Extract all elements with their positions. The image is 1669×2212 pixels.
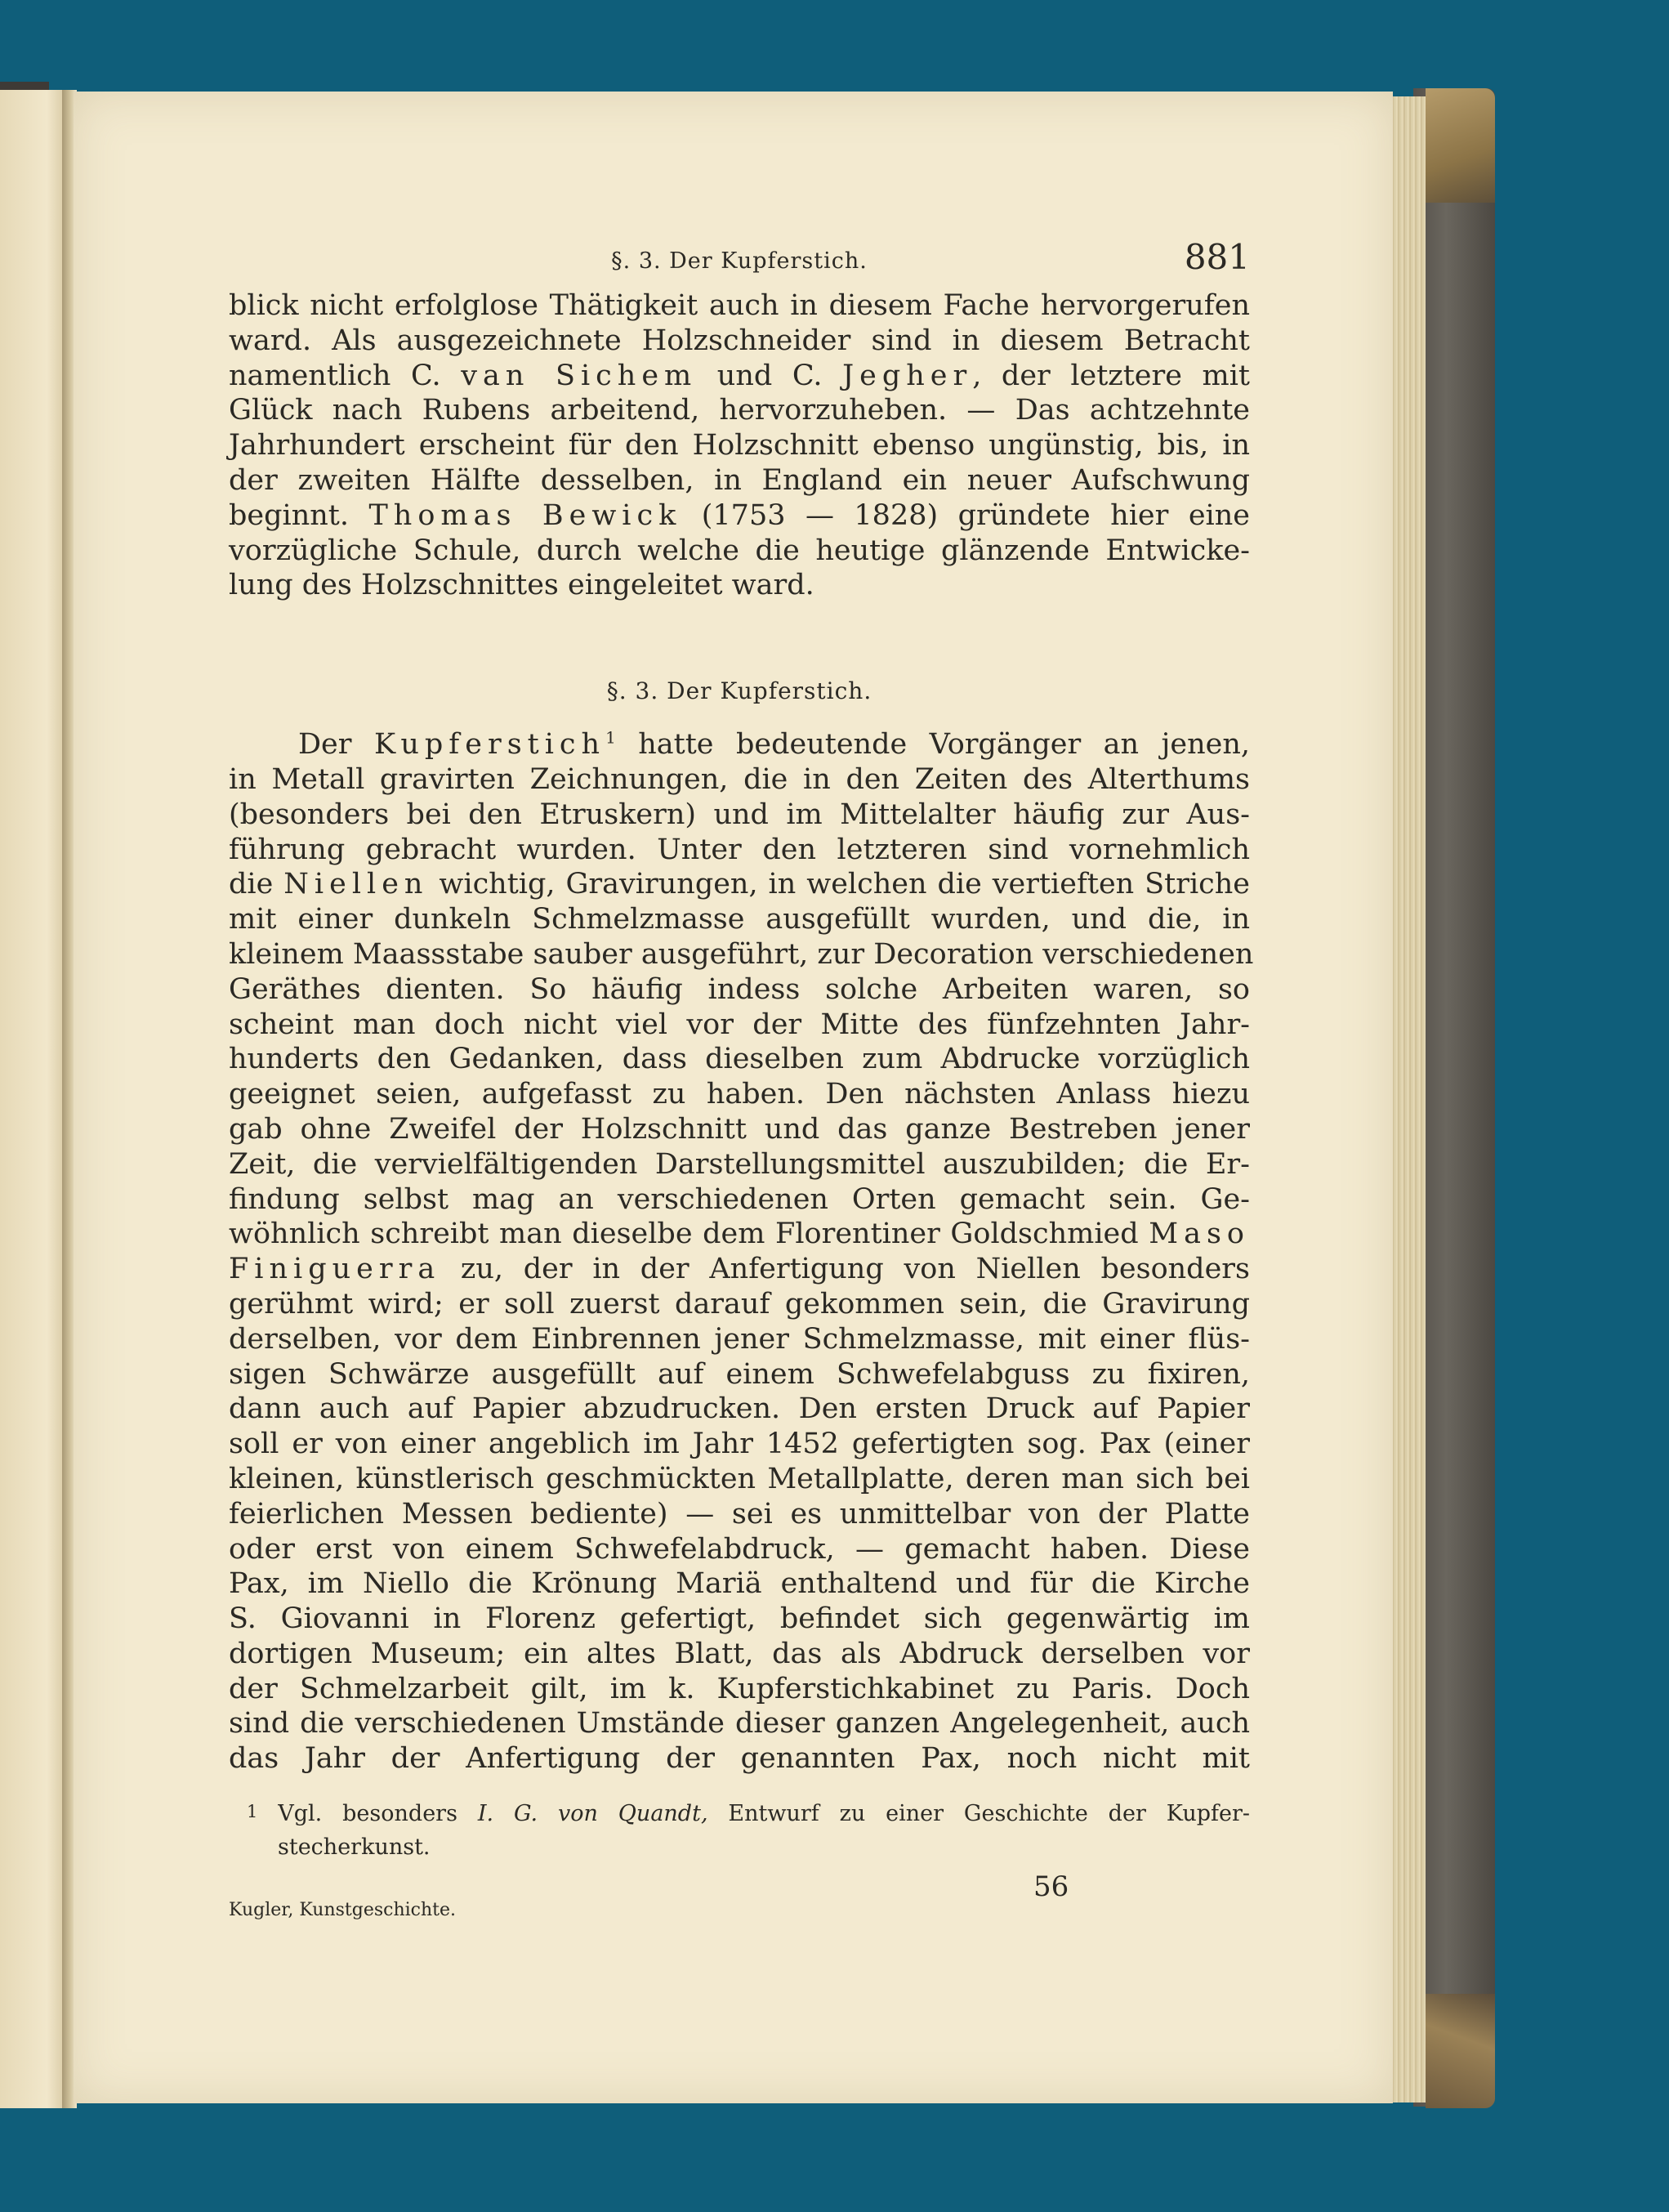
text-line: der Schmelzarbeit gilt, im k. Kupferstichkabinet zu Paris. Doch bbox=[229, 1672, 1250, 1705]
text-run: Vgl. besonders bbox=[257, 1801, 478, 1827]
text-line: mit einer dunkeln Schmelzmasse ausgefüllt wurden, und die, in bbox=[229, 903, 1250, 936]
text-line bbox=[229, 359, 1250, 394]
cover-corner-bottom bbox=[1426, 1994, 1495, 2108]
text-line: Geräthes dienten. So häufig indess solche Arbeiten waren, so bbox=[229, 972, 1250, 1006]
text-line: gerühmt wird; er soll zuerst darauf gekommen sein, die Gravirung bbox=[229, 1287, 1250, 1320]
text-line bbox=[229, 1252, 1250, 1287]
text-run: wichtig, Gravirungen, in welchen die vertieften Striche bbox=[428, 868, 1251, 901]
text-line bbox=[229, 727, 1250, 762]
text-run: und C. bbox=[697, 359, 843, 392]
footnote-line bbox=[229, 1798, 1250, 1831]
text-line: das Jahr der Anfertigung der genannten Pax, noch nicht mit bbox=[229, 1742, 1250, 1776]
text-line: in Metall gravirten Zeichnungen, die in den Zeiten des Alterthums bbox=[229, 762, 1250, 796]
text-line bbox=[229, 498, 1250, 534]
text-line: Zeit, die vervielfältigenden Darstellungsmittel auszubilden; die Er- bbox=[229, 1147, 1250, 1181]
text-run: wöhnlich schreibt man dieselbe dem Florentiner Goldschmied bbox=[229, 1218, 1149, 1251]
spaced-term: Niellen bbox=[283, 868, 429, 901]
text-line: hunderts den Gedanken, dass dieselben zum Abdrucke vorzüglich bbox=[229, 1043, 1250, 1076]
text-line: Glück nach Rubens arbeitend, hervorzuheben. — Das achtzehnte bbox=[229, 394, 1250, 427]
text-run: Der bbox=[298, 728, 374, 762]
text-line: findung selbst mag an verschiedenen Orten gemacht sein. Ge- bbox=[229, 1182, 1250, 1216]
text-line: Jahrhundert erscheint für den Holzschnitt ebenso ungünstig, bis, in bbox=[229, 429, 1250, 463]
text-line bbox=[229, 1217, 1250, 1252]
spaced-name: van Sichem bbox=[461, 359, 698, 392]
page-footer bbox=[229, 1864, 1250, 1929]
back-cover bbox=[1413, 88, 1495, 2107]
text-line: Pax, im Niello die Krönung Mariä enthaltend und für die Kirche bbox=[229, 1567, 1250, 1601]
text-run: zu, der in der Anfertigung von Niellen besonders bbox=[440, 1253, 1250, 1286]
page-content bbox=[229, 230, 1254, 1929]
text-line: soll er von einer angeblich im Jahr 1452 gefertigten sog. Pax (einer bbox=[229, 1428, 1250, 1461]
text-line: blick nicht erfolglose Thätigkeit auch in diesem Fache hervorgerufen bbox=[229, 289, 1250, 322]
text-line: der zweiten Hälfte desselben, in England ein neuer Aufschwung bbox=[229, 463, 1250, 497]
text-run: beginnt. bbox=[229, 498, 369, 532]
section-heading: §. 3. Der Kupferstich. bbox=[606, 677, 872, 705]
footnote-line: stecherkunst. bbox=[278, 1834, 431, 1861]
footnote bbox=[229, 1798, 1250, 1864]
running-head: §. 3. Der Kupferstich. bbox=[611, 248, 868, 274]
text-line: S. Giovanni in Florenz gefertigt, befindet sich gegenwärtig im bbox=[229, 1602, 1250, 1636]
page-header bbox=[229, 230, 1250, 288]
footnote-reference: 1 bbox=[605, 727, 616, 748]
text-line: (besonders bei den Etruskern) und im Mittelalter häufig zur Aus- bbox=[229, 798, 1250, 831]
text-line: sind die verschiedenen Umstände dieser ganzen Angelegenheit, auch bbox=[229, 1707, 1250, 1741]
text-run: (1753 — 1828) gründete hier eine bbox=[681, 498, 1250, 532]
spaced-name: Finiguerra bbox=[229, 1253, 441, 1286]
text-line: derselben, vor dem Einbrennen jener Schmelzmasse, mit einer flüs- bbox=[229, 1322, 1250, 1356]
text-line: gab ohne Zweifel der Holzschnitt und das ganze Bestreben jener bbox=[229, 1112, 1250, 1146]
previous-page-edge bbox=[0, 90, 67, 2108]
paragraph-kupferstich bbox=[229, 727, 1254, 1776]
text-line: sigen Schwärze ausgefüllt auf einem Schwefelabguss zu fixiren, bbox=[229, 1357, 1250, 1391]
text-run: die bbox=[229, 868, 284, 901]
printer-signature: Kugler, Kunstgeschichte. bbox=[229, 1900, 457, 1921]
text-run: namentlich C. bbox=[229, 359, 462, 392]
text-line: kleinen, künstlerisch geschmückten Metallplatte, deren man sich bei bbox=[229, 1462, 1250, 1495]
cover-corner-top bbox=[1426, 88, 1495, 203]
paragraph-holzschnitt-end bbox=[229, 288, 1250, 603]
spaced-name: Thomas Bewick bbox=[368, 498, 682, 532]
spaced-name: Jegher bbox=[842, 359, 973, 392]
text-run: , der letztere mit bbox=[972, 359, 1250, 392]
sheet-number: 56 bbox=[1033, 1870, 1069, 1904]
text-run: hatte bedeutende Vorgänger an jenen, bbox=[615, 728, 1250, 762]
text-line: dortigen Museum; ein altes Blatt, das als Abdruck derselben vor bbox=[229, 1637, 1250, 1670]
footnote-mark: 1 bbox=[247, 1802, 258, 1822]
text-line: scheint man doch nicht viel vor der Mitte des fünfzehnten Jahr- bbox=[229, 1008, 1250, 1041]
text-line: ward. Als ausgezeichnete Holzschneider sind in diesem Betracht bbox=[229, 324, 1250, 357]
text-line: feierlichen Messen bediente) — sei es unmittelbar von der Platte bbox=[229, 1497, 1250, 1531]
text-run: Entwurf zu einer Geschichte der Kupfer- bbox=[707, 1801, 1250, 1827]
text-line: dann auch auf Papier abzudrucken. Den ersten Druck auf Papier bbox=[229, 1392, 1250, 1426]
text-line: führung gebracht wurden. Unter den letzteren sind vornehmlich bbox=[229, 833, 1250, 866]
text-line: kleinem Maassstabe sauber ausgeführt, zur Decoration verschiedenen bbox=[229, 937, 1254, 971]
spaced-name: Maso bbox=[1149, 1218, 1250, 1251]
text-line: oder erst von einem Schwefelabdruck, — gemacht haben. Diese bbox=[229, 1532, 1250, 1566]
page-number: 881 bbox=[1184, 237, 1250, 277]
text-line: vorzügliche Schule, durch welche die heutige glänzende Entwicke- bbox=[229, 534, 1250, 567]
text-line: geeignet seien, aufgefasst zu haben. Den nächsten Anlass hiezu bbox=[229, 1078, 1250, 1111]
italic-author: I. G. von Quandt, bbox=[477, 1801, 708, 1827]
spaced-term: Kupferstich bbox=[373, 728, 606, 762]
text-line bbox=[229, 867, 1250, 902]
text-line: lung des Holzschnittes eingeleitet ward. bbox=[229, 569, 814, 602]
page-stack-edges bbox=[1389, 96, 1426, 2103]
book-page bbox=[74, 92, 1393, 2103]
